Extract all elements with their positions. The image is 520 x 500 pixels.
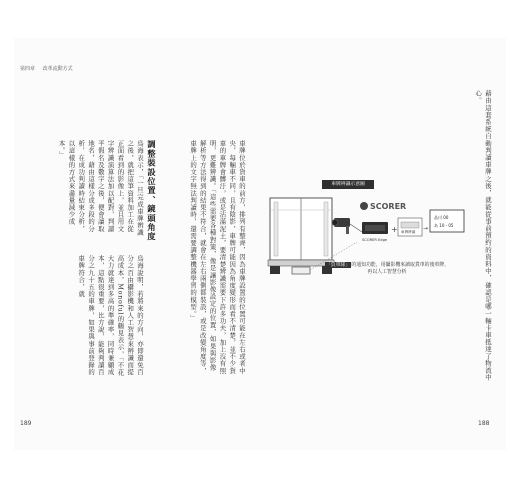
caption-quote: 「負車隊」	[325, 262, 351, 268]
plus-icon: +	[391, 225, 398, 234]
figure-caption	[312, 262, 462, 276]
left-bottom-text: 鳥海說明，若將來的方向，亦即還免百分之百由攝影機和人工智慧來辨識而提高成本，Monoful的鶴見表示，「不花大力就達到多高的準確率，同時兼顧成本，這點很重要，比方說，能夠判讀百分之九十五的車牌，如果與事前登錄的車牌符合，就	[77, 255, 144, 376]
caption-line-1: 的通知功能，用攝影機來讀取貨車的後車牌，	[351, 262, 450, 268]
section-heading: 調整裝設位置、鏡頭角度	[147, 140, 157, 242]
svg-text:車牌辨識: 車牌辨識	[401, 230, 416, 234]
truck-recognition-figure	[262, 180, 472, 305]
plate-recognition-box	[398, 218, 422, 236]
left-upper-text: 鳥海表示，「一旦完成車牌辨識之後，就把這筆資料加工在從正面看到的影像上，並且用文字辨識演算法加以配對，判讀平假名及數字之後，便會讀取地名，藉由這樣分成多段的分析，在成功判讀時結束分析，以這樣的方式來盡量減少成本。」	[57, 140, 144, 237]
svg-text:SCORER Edge: SCORER Edge	[362, 238, 388, 242]
section-title: 改革流動方式	[42, 66, 73, 72]
left-body-text: 車牌位於貨車的前方，排列有整齊，因為車牌設置的位置可能在左右或者中央，每輛車不同，且有陰影，車牌可能因為角度變形而看不清楚，並不少貨車的車牌會髒汙，或是沾滿泥土，要清楚辨識需要下許多功夫，加上沒有照明，更難辨識。「這些需要各種對策，像是讓影像設定的位置，如果與影像解析等方法得到的結果不符合，就會在左右兩側都裝設，或是改變角度等，車牌上的文字無法判讀時，還需要調整機器學習的模型。」	[189, 140, 246, 375]
caption-line-2: 再以人工智慧分析	[367, 269, 407, 275]
plate-output	[430, 210, 464, 232]
right-body-text: 藉由這套系統自動判讀車牌之後，就能從事前預約的資料中，確認是哪一輛卡車抵達了物流中心。	[474, 90, 492, 382]
running-header	[20, 65, 79, 72]
figure-title: 車牌辨識示意圖	[322, 180, 374, 189]
scorer-logo	[360, 202, 406, 211]
svg-text:SCORER: SCORER	[370, 202, 407, 211]
left-page-number: 189	[20, 420, 32, 427]
camera-icon	[332, 218, 362, 234]
arrow-icon: →	[423, 225, 429, 232]
chapter-label: 第四章	[20, 66, 36, 72]
svg-text:あ 10 - 05: あ 10 - 05	[434, 223, 454, 228]
scorer-edge-device	[362, 222, 388, 242]
right-page-number: 188	[478, 420, 490, 427]
svg-text:品川 00: 品川 00	[434, 215, 449, 220]
